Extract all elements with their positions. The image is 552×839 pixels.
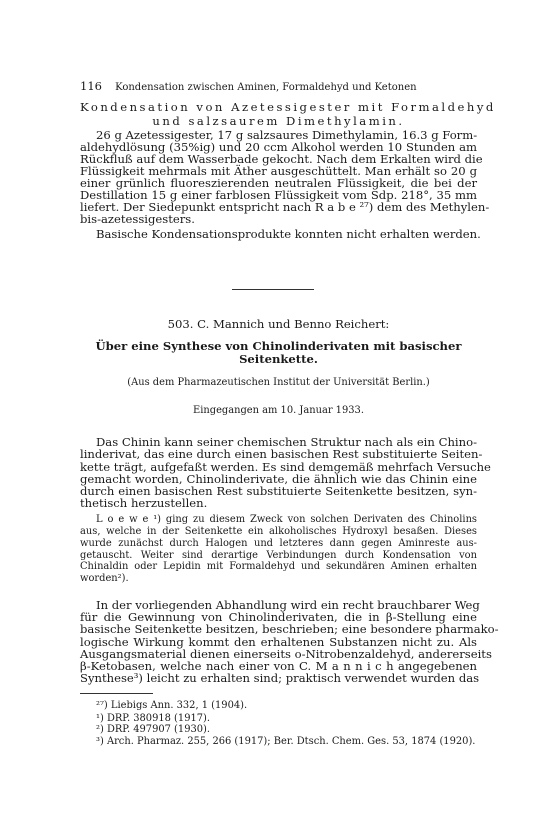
article-heading: 503. C. Mannich und Benno Reichert: [167,317,390,331]
page-number: 116 [80,79,102,93]
paragraph-line: thetisch herzustellen. [80,496,208,510]
paragraph-line: liefert. Der Siedepunkt entspricht nach R a b e ²⁷) dem des Methylen- [80,200,490,214]
paragraph-line: bis-azetessigesters. [80,212,195,226]
closing-sentence: Basische Kondensationsprodukte konnten nicht erhalten werden. [96,227,481,241]
paragraph-line: linderivat, das eine durch einen basischen Rest substituierte Seiten- [80,447,483,461]
paragraph-line: Das Chinin kann seiner chemischen Struktur nach als ein Chino- [96,435,477,449]
section-title-line: und salzsaurem Dimethylamin. [152,114,405,128]
paragraph-line: kette trägt, aufgefaßt werden. Es sind demgemäß mehrfach Versuche [80,460,491,474]
small-paragraph-line: L o e w e ¹) ging zu diesem Zweck von solchen Derivaten des Chinolins [96,514,477,525]
small-paragraph-line: aus, welche in der Seitenkette ein alkoholisches Hydroxyl besaßen. Dieses [80,526,477,537]
paragraph-line: Ausgangsmaterial dienen einerseits o-Nitrobenzaldehyd, andererseits [80,647,492,661]
footnote: ³) Arch. Pharmaz. 255, 266 (1917); Ber. Dtsch. Chem. Ges. 53, 1874 (1920). [96,736,476,747]
section-title-line: Kondensation von Azetessigester mit Formaldehyd [80,100,496,114]
paragraph-line: logische Wirkung kommt den erhaltenen Substanzen nicht zu. Als [80,635,477,649]
running-title: Kondensation zwischen Aminen, Formaldehyd und Ketonen [115,82,417,93]
paragraph-line: Flüssigkeit mehrmals mit Äther ausgeschüttelt. Man erhält so 20 g [80,164,477,178]
paragraph-line: Destillation 15 g einer farblosen Flüssigkeit vom Sdp. 218°, 35 mm [80,188,477,202]
affiliation: (Aus dem Pharmazeutischen Institut der Universität Berlin.) [127,377,430,388]
small-paragraph-line: getauscht. Weiter sind derartige Verbindungen durch Kondensation von [80,550,477,561]
paragraph-line: β-Ketobasen, welche nach einer von C. M a n n i c h angegebenen [80,659,477,673]
small-paragraph-line: wurde zunächst durch Halogen und letzteres dann gegen Aminreste aus- [80,538,477,549]
footnote: ²) DRP. 497907 (1930). [96,724,211,735]
paragraph-line: für die Gewinnung von Chinolinderivaten, die in β-Stellung eine [80,610,477,624]
paragraph-line: gemacht worden, Chinolinderivate, die ähnlich wie das Chinin eine [80,472,477,486]
article-title-line: Seitenkette. [239,352,318,366]
paragraph-line: 26 g Azetessigester, 17 g salzsaures Dimethylamin, 16.3 g Form- [96,128,478,142]
article-title-line: Über eine Synthese von Chinolinderivaten mit basischer [95,339,462,353]
paragraph-line: Synthese³) leicht zu erhalten sind; praktisch verwendet wurden das [80,671,480,685]
section-divider [232,289,314,290]
footnote: ²⁷) Liebigs Ann. 332, 1 (1904). [96,700,248,711]
received-date: Eingegangen am 10. Januar 1933. [193,405,364,416]
small-paragraph-line: worden²). [80,573,129,584]
paragraph-line: durch einen basischen Rest substituierte Seitenkette besitzen, syn- [80,484,477,498]
small-paragraph-line: Chinaldin oder Lepidin mit Formaldehyd und sekundären Aminen erhalten [80,561,477,572]
paragraph-line: aldehydlösung (35%ig) und 20 ccm Alkohol werden 10 Stunden am [80,140,477,154]
running-header [80,79,417,93]
paragraph-line: basische Seitenkette besitzen, beschrieben; eine besondere pharmako- [80,622,499,636]
paragraph-line: einer grünlich fluoreszierenden neutralen Flüssigkeit, die bei der [80,176,477,190]
footnote: ¹) DRP. 380918 (1917). [96,713,211,724]
paragraph-line: In der vorliegenden Abhandlung wird ein recht brauchbarer Weg [96,598,480,612]
footnote-divider [80,693,153,694]
paragraph-line: Rückfluß auf dem Wasserbade gekocht. Nach dem Erkalten wird die [80,152,483,166]
